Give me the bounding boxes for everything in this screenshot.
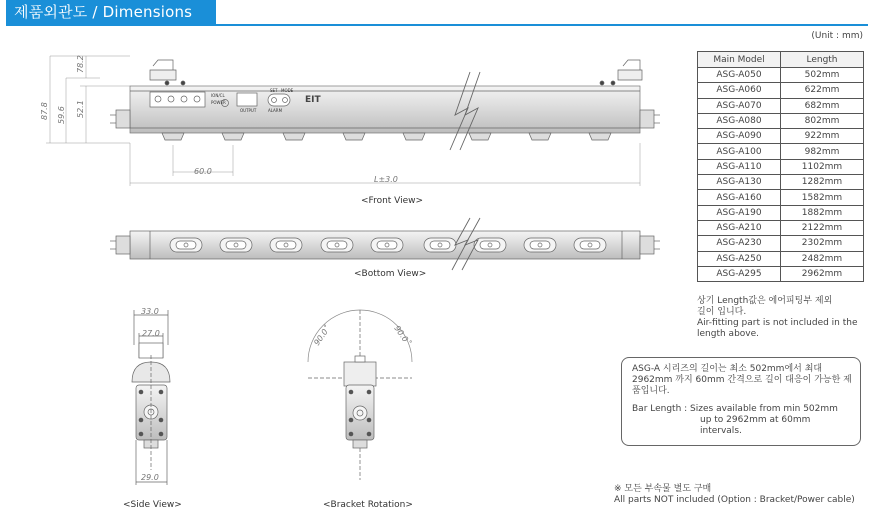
knob xyxy=(168,96,174,102)
length-note-en-2: length above. xyxy=(697,329,760,339)
model-cell: ASG-A090 xyxy=(698,129,781,144)
bottom-nozzle xyxy=(321,238,353,252)
front-nozzle xyxy=(469,133,491,140)
knob xyxy=(155,96,161,102)
front-nozzle xyxy=(589,133,611,140)
dim-87-8: 87.8 xyxy=(40,102,49,120)
front-nozzle xyxy=(222,133,244,140)
model-cell: ASG-A060 xyxy=(698,83,781,98)
length-cell: 1582mm xyxy=(781,190,864,205)
bracket-angle-labels xyxy=(311,323,413,347)
length-cell: 1282mm xyxy=(781,175,864,190)
label-set: SET xyxy=(270,88,278,93)
caption-bottom-view: <Bottom View> xyxy=(354,269,427,279)
length-cell: 2962mm xyxy=(781,266,864,281)
page-title: 제품외관도 / Dimensions xyxy=(6,0,216,24)
length-cell: 2122mm xyxy=(781,220,864,235)
model-cell: ASG-A100 xyxy=(698,144,781,159)
model-cell: ASG-A250 xyxy=(698,251,781,266)
length-cell: 1882mm xyxy=(781,205,864,220)
header-length: Length xyxy=(781,52,864,68)
knob xyxy=(181,96,187,102)
label-mode: MODE xyxy=(281,88,294,93)
length-note-ko-2: 길이 입니다. xyxy=(697,307,747,317)
parts-note-en: All parts NOT included (Option : Bracket/Power cable) xyxy=(614,495,855,505)
model-cell: ASG-A110 xyxy=(698,159,781,174)
model-cell: ASG-A295 xyxy=(698,266,781,281)
front-view xyxy=(110,60,660,150)
unit-note: (Unit : mm) xyxy=(811,31,863,41)
length-cell: 682mm xyxy=(781,98,864,113)
bottom-nozzle xyxy=(270,238,302,252)
dim-29: 29.0 xyxy=(141,473,159,482)
bar-length-note-1: Bar Length : Sizes available from min 502mm xyxy=(632,404,838,414)
label-ion: ION/CL xyxy=(211,93,225,98)
label-output: OUTPUT xyxy=(240,108,257,113)
bottom-nozzle xyxy=(574,238,606,252)
dim-27: 27.0 xyxy=(142,329,160,338)
model-cell: ASG-A080 xyxy=(698,113,781,128)
bar-length-note-2: up to 2962mm at 60mm intervals. xyxy=(700,415,811,436)
caption-front-view: <Front View> xyxy=(361,196,424,206)
length-note-en-1: Air-fitting part is not included in the xyxy=(697,318,858,328)
model-cell: ASG-A050 xyxy=(698,68,781,83)
header-model: Main Model xyxy=(698,52,781,68)
length-note-ko-1: 상기 Length값은 에어피팅부 제외 xyxy=(697,296,833,306)
bottom-nozzle xyxy=(220,238,252,252)
front-nozzle xyxy=(162,133,184,140)
front-nozzle xyxy=(343,133,365,140)
length-cell: 1102mm xyxy=(781,159,864,174)
dim-33: 33.0 xyxy=(141,307,159,316)
dim-angle-left: 90.0˚ xyxy=(312,324,333,348)
front-nozzle xyxy=(283,133,305,140)
length-cell: 802mm xyxy=(781,113,864,128)
brand-logo: EIT xyxy=(305,95,321,105)
bottom-nozzle xyxy=(371,238,403,252)
knob xyxy=(194,96,200,102)
length-cell: 2302mm xyxy=(781,236,864,251)
bottom-nozzle xyxy=(474,238,506,252)
length-cell: 622mm xyxy=(781,83,864,98)
bottom-nozzle xyxy=(524,238,556,252)
bottom-view xyxy=(110,218,660,270)
dim-59-6: 59.6 xyxy=(57,106,66,124)
front-nozzle xyxy=(529,133,551,140)
bottom-nozzle xyxy=(170,238,202,252)
model-cell: ASG-A190 xyxy=(698,205,781,220)
model-cell: ASG-A230 xyxy=(698,236,781,251)
label-alarm: ALARM xyxy=(268,108,283,113)
dim-52-1: 52.1 xyxy=(76,100,85,118)
front-nozzle xyxy=(403,133,425,140)
length-cell: 982mm xyxy=(781,144,864,159)
caption-bracket-rotation: <Bracket Rotation> xyxy=(323,500,413,510)
dim-60: 60.0 xyxy=(194,167,212,176)
model-cell: ASG-A210 xyxy=(698,220,781,235)
series-note-ko: ASG-A 시리즈의 길이는 최소 502mm에서 최대 2962mm 까지 60mm 간격으로 길이 대응이 가능한 제품입니다. xyxy=(632,364,852,396)
length-cell: 922mm xyxy=(781,129,864,144)
model-cell: ASG-A130 xyxy=(698,175,781,190)
length-cell: 2482mm xyxy=(781,251,864,266)
parts-note-ko: ※ 모든 부속물 별도 구매 xyxy=(614,484,712,494)
label-power: POWER xyxy=(211,100,226,105)
dim-length: L±3.0 xyxy=(374,175,398,184)
model-cell: ASG-A070 xyxy=(698,98,781,113)
caption-side-view: <Side View> xyxy=(123,500,182,510)
bottom-nozzle xyxy=(424,238,456,252)
dim-angle-right: 90.0˚ xyxy=(392,323,413,348)
model-cell: ASG-A160 xyxy=(698,190,781,205)
length-cell: 502mm xyxy=(781,68,864,83)
dim-78-2: 78.2 xyxy=(76,55,85,73)
